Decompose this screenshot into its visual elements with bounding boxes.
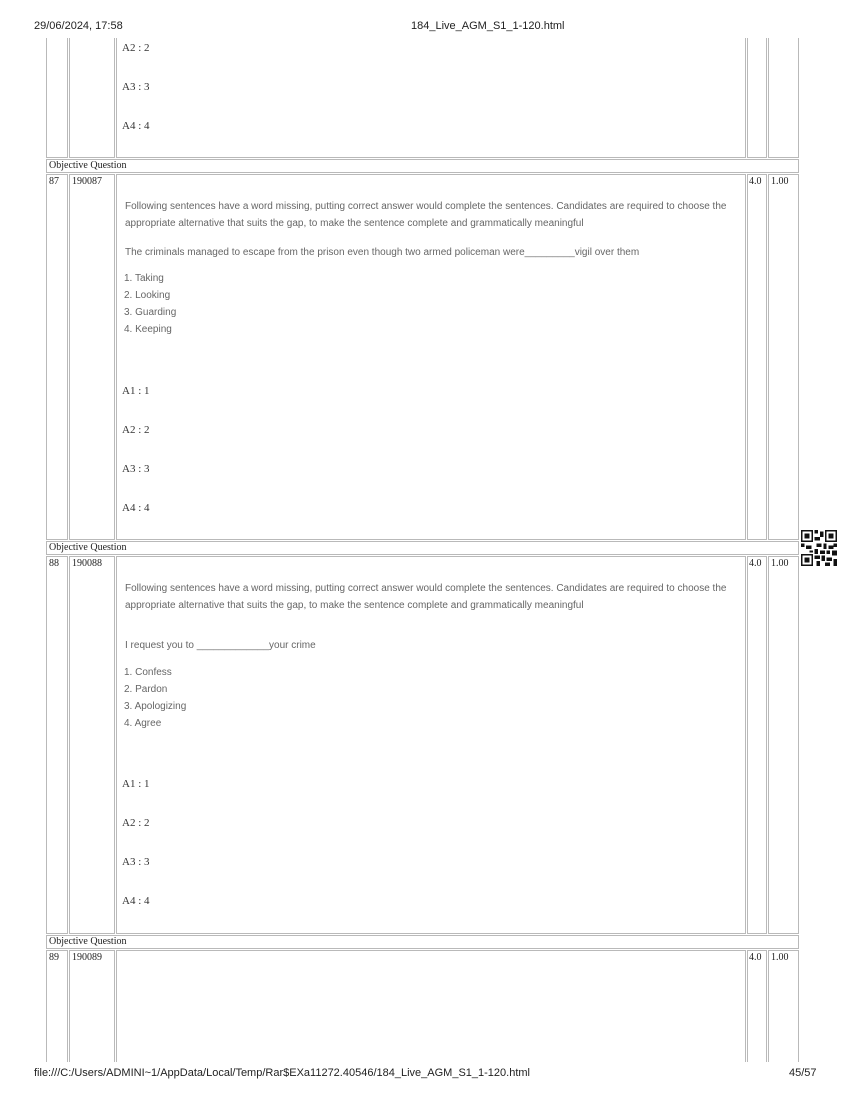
marks-cell (747, 556, 767, 934)
number-cell (46, 38, 68, 158)
question-id: 190089 (72, 952, 102, 963)
question-type-label: Objective Question (49, 542, 127, 553)
answer-option: A2 : 2 (122, 424, 150, 436)
question-marks: 4.0 (749, 176, 762, 187)
question-type-row (46, 541, 799, 555)
print-datetime: 29/06/2024, 17:58 (34, 20, 123, 32)
question-instruction: Following sentences have a word missing, putting correct answer would complete the sentences. Candidates are required to choose the appropriate alternative that suits the gap, to make the sentence complete and grammatically meaningful (125, 583, 727, 611)
choice-option: 1. Taking (124, 273, 164, 284)
question-cell (116, 38, 746, 158)
id-cell (69, 556, 115, 934)
id-cell (69, 174, 115, 540)
question-id: 190087 (72, 176, 102, 187)
question-negative-marks: 1.00 (771, 558, 789, 569)
question-sentence: I request you to _____________your crime (125, 640, 316, 651)
negative-cell (768, 38, 799, 158)
question-number: 88 (49, 558, 59, 569)
question-negative-marks: 1.00 (771, 176, 789, 187)
answer-option: A3 : 3 (122, 81, 150, 93)
choice-option: 2. Pardon (124, 684, 168, 695)
question-type-row (46, 159, 799, 173)
question-negative-marks: 1.00 (771, 952, 789, 963)
answer-option: A2 : 2 (122, 42, 150, 54)
number-cell (46, 556, 68, 934)
answer-option: A4 : 4 (122, 502, 150, 514)
question-cell (116, 950, 746, 1062)
choice-option: 4. Agree (124, 718, 162, 729)
negative-cell (768, 556, 799, 934)
question-sentence: The criminals managed to escape from the prison even though two armed policeman were_________vigil over them (125, 247, 640, 258)
choice-option: 4. Keeping (124, 324, 172, 335)
document-title: 184_Live_AGM_S1_1-120.html (411, 20, 565, 32)
negative-cell (768, 174, 799, 540)
choice-option: 1. Confess (124, 667, 172, 678)
question-number: 87 (49, 176, 59, 187)
answer-option: A1 : 1 (122, 385, 150, 397)
question-id: 190088 (72, 558, 102, 569)
negative-cell (768, 950, 799, 1062)
file-path: file:///C:/Users/ADMINI~1/AppData/Local/Temp/Rar$EXa11272.40546/184_Live_AGM_S1_1-120.html (34, 1067, 530, 1079)
marks-cell (747, 950, 767, 1062)
question-instruction: Following sentences have a word missing, putting correct answer would complete the sentences. Candidates are required to choose the appropriate alternative that suits the gap, to make the sentence complete and grammatically meaningful (125, 201, 727, 229)
answer-option: A2 : 2 (122, 817, 150, 829)
answer-option: A1 : 1 (122, 778, 150, 790)
answer-option: A4 : 4 (122, 895, 150, 907)
qr-code-icon (801, 530, 837, 566)
answer-option: A4 : 4 (122, 120, 150, 132)
question-marks: 4.0 (749, 952, 762, 963)
choice-option: 3. Apologizing (124, 701, 187, 712)
number-cell (46, 950, 68, 1062)
question-marks: 4.0 (749, 558, 762, 569)
id-cell (69, 38, 115, 158)
question-type-row (46, 935, 799, 949)
choice-option: 3. Guarding (124, 307, 177, 318)
choice-option: 2. Looking (124, 290, 171, 301)
question-type-label: Objective Question (49, 936, 127, 947)
page-number: 45/57 (789, 1067, 817, 1079)
answer-option: A3 : 3 (122, 463, 150, 475)
question-number: 89 (49, 952, 59, 963)
number-cell (46, 174, 68, 540)
answer-option: A3 : 3 (122, 856, 150, 868)
marks-cell (747, 174, 767, 540)
marks-cell (747, 38, 767, 158)
id-cell (69, 950, 115, 1062)
question-type-label: Objective Question (49, 160, 127, 171)
